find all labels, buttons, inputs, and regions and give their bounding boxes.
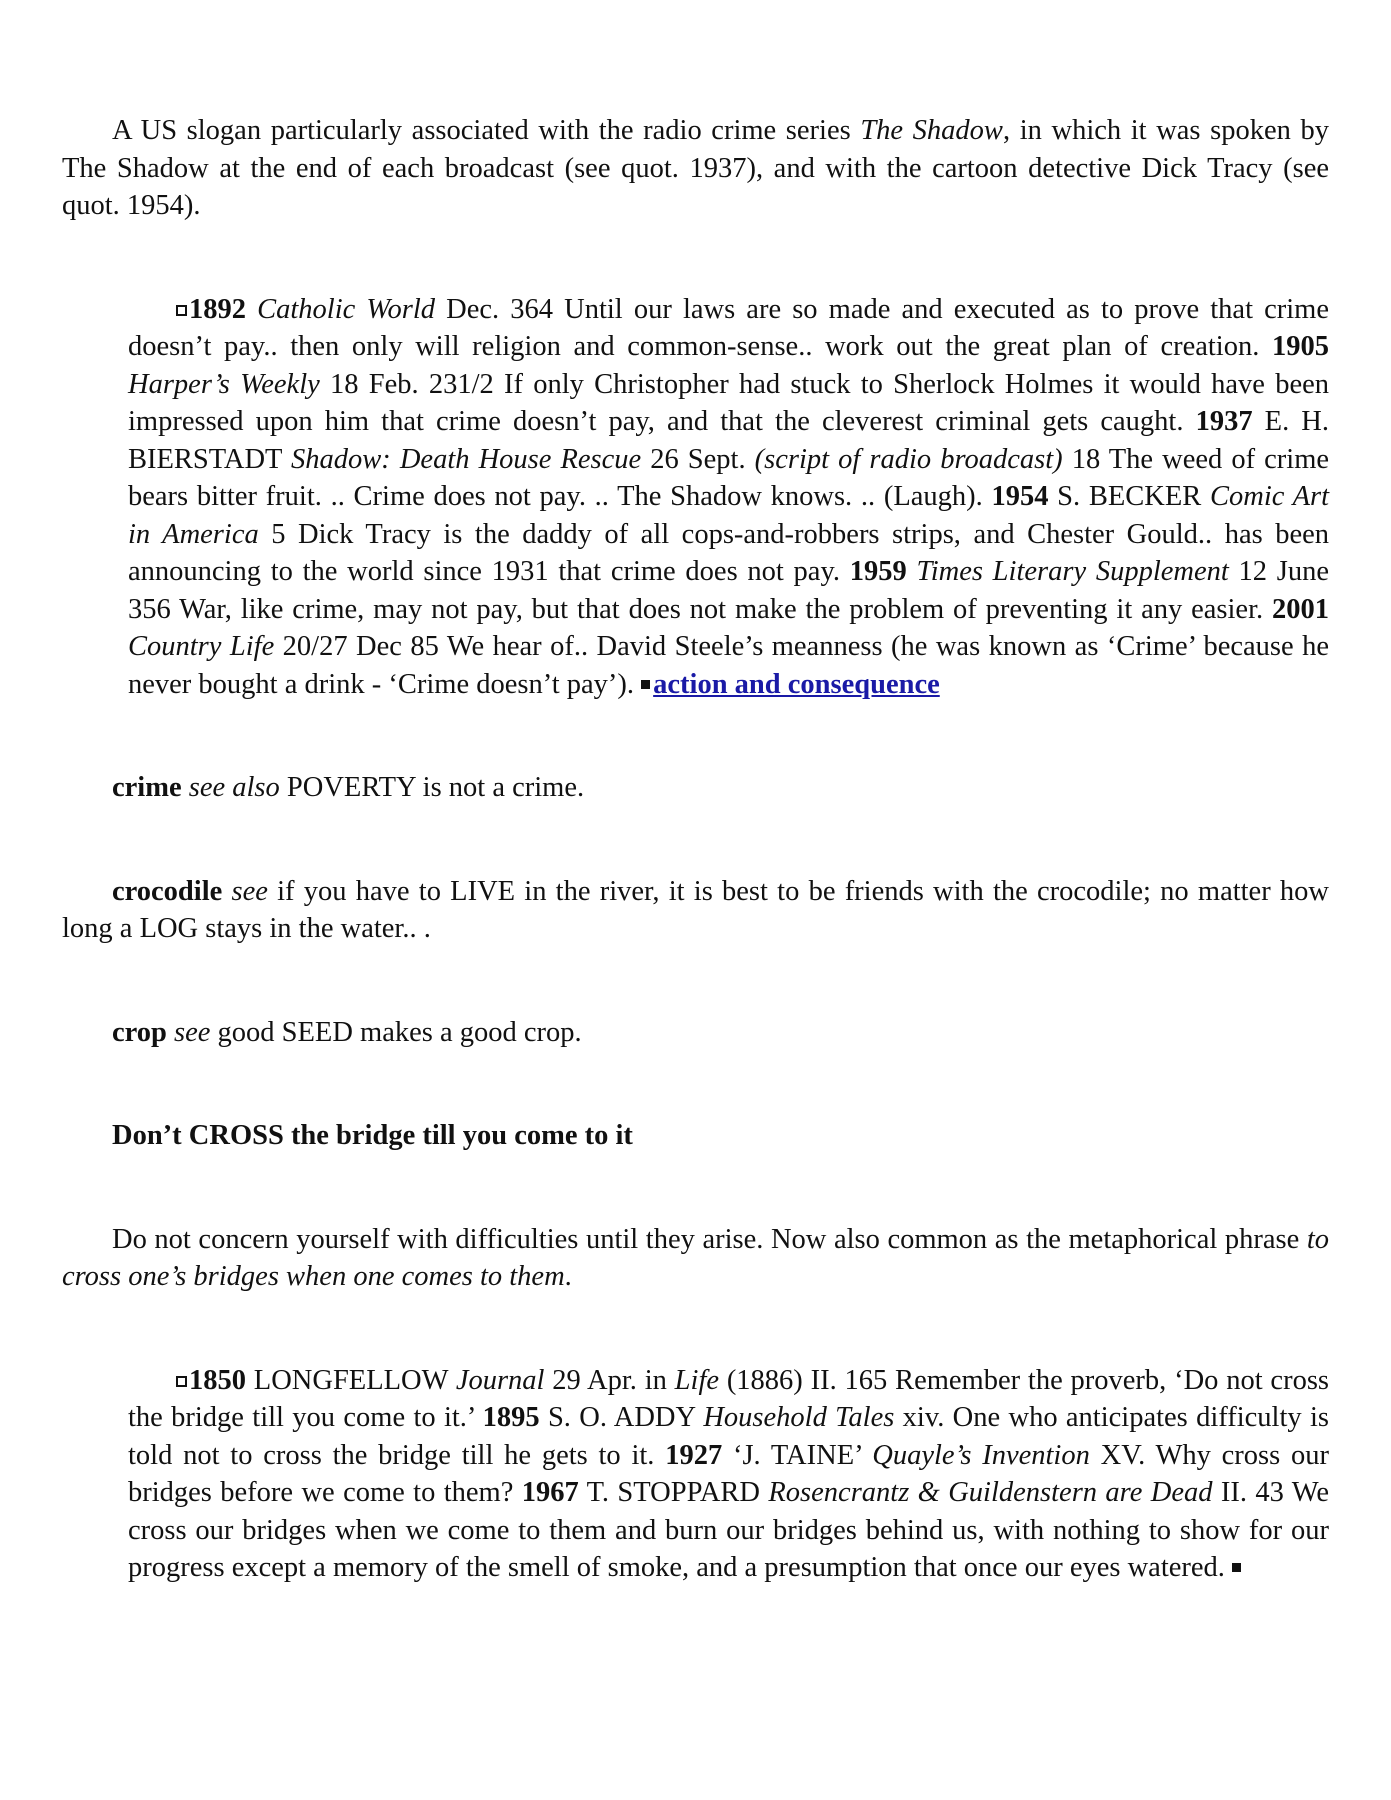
action-and-consequence-link[interactable]: action and consequence (653, 668, 940, 700)
cross-reference-crop: crop see good SEED makes a good crop. (112, 1016, 582, 1048)
cross-reference-crocodile: crocodile see if you have to LIVE in the river, it is best to be friends with the crocodile; no matter how long a LOG stays in the water.. . (62, 875, 1330, 944)
cross-reference-crime: crime see also POVERTY is not a crime. (112, 772, 585, 803)
quotation-block: 1892 Catholic World Dec. 364 Until our laws are so made and executed as to prove that crime doesn’t pay.. then only will religion and common-sense.. work out the great plan of creation. 1905 Harper’s Weekly 18 Feb. 231/2 If only Christopher had stuck to Sherlock Holmes it would have been impressed upon him that crime doesn’t pay, and that the cleverest criminal gets caught. 1937 E. H. BIERSTADT Shadow: Death House Rescue 26 Sept. (script of radio broadcast) 18 The weed of crime bears bitter fruit. .. Crime does not pay. .. The Shadow knows. .. (Laugh). 1954 S. BECKER Comic Art in America 5 Dick Tracy is the daddy of all cops-and-robbers strips, and Chester Gould.. has been announcing to the world since 1931 that crime does not pay. 1959 Times Literary Supplement 12 June 356 War, like crime, may not pay, but that does not make the problem of preventing it any easier. 2001 Country Life 20/27 Dec 85 We hear of.. David Steele’s meanness (he was known as ‘Crime’ because he never bought a drink - ‘Crime doesn’t pay’). action and consequence (128, 293, 1330, 700)
entry-heading: Don’t CROSS the bridge till you come to it (112, 1120, 633, 1151)
quotation-marker-icon (176, 1376, 187, 1387)
end-marker-icon (1232, 1563, 1241, 1572)
quotation-block-2: 1850 LONGFELLOW Journal 29 Apr. in Life (1886) II. 165 Remember the proverb, ‘Do not cross the bridge till you come to it.’ 1895 S. O. ADDY Household Tales xiv. One who anticipates difficulty is told not to cross the bridge till he gets to it. 1927 ‘J. TAINE’ Quayle’s Invention XV. Why cross our bridges before we come to them? 1967 T. STOPPARD Rosencrantz & Guildenstern are Dead II. 43 We cross our bridges when we come to them and burn our bridges behind us, with nothing to show for our progress except a memory of the smell of smoke, and a presumption that once our eyes watered. (128, 1364, 1329, 1583)
definition-paragraph: A US slogan particularly associated with the radio crime series The Shadow, in which it was spoken by The Shadow at the end of each broadcast (see quot. 1937), and with the cartoon detective Dick Tracy (see quot. 1954). (62, 115, 1330, 221)
end-marker-icon (641, 680, 650, 689)
series-title: The Shadow (860, 115, 1003, 146)
definition-paragraph-2: Do not concern yourself with difficulties until they arise. Now also common as the metaphorical phrase to cross one’s bridges when one comes to them. (62, 1223, 1329, 1292)
quotation-marker-icon (176, 305, 187, 316)
dictionary-page (62, 112, 1329, 1587)
